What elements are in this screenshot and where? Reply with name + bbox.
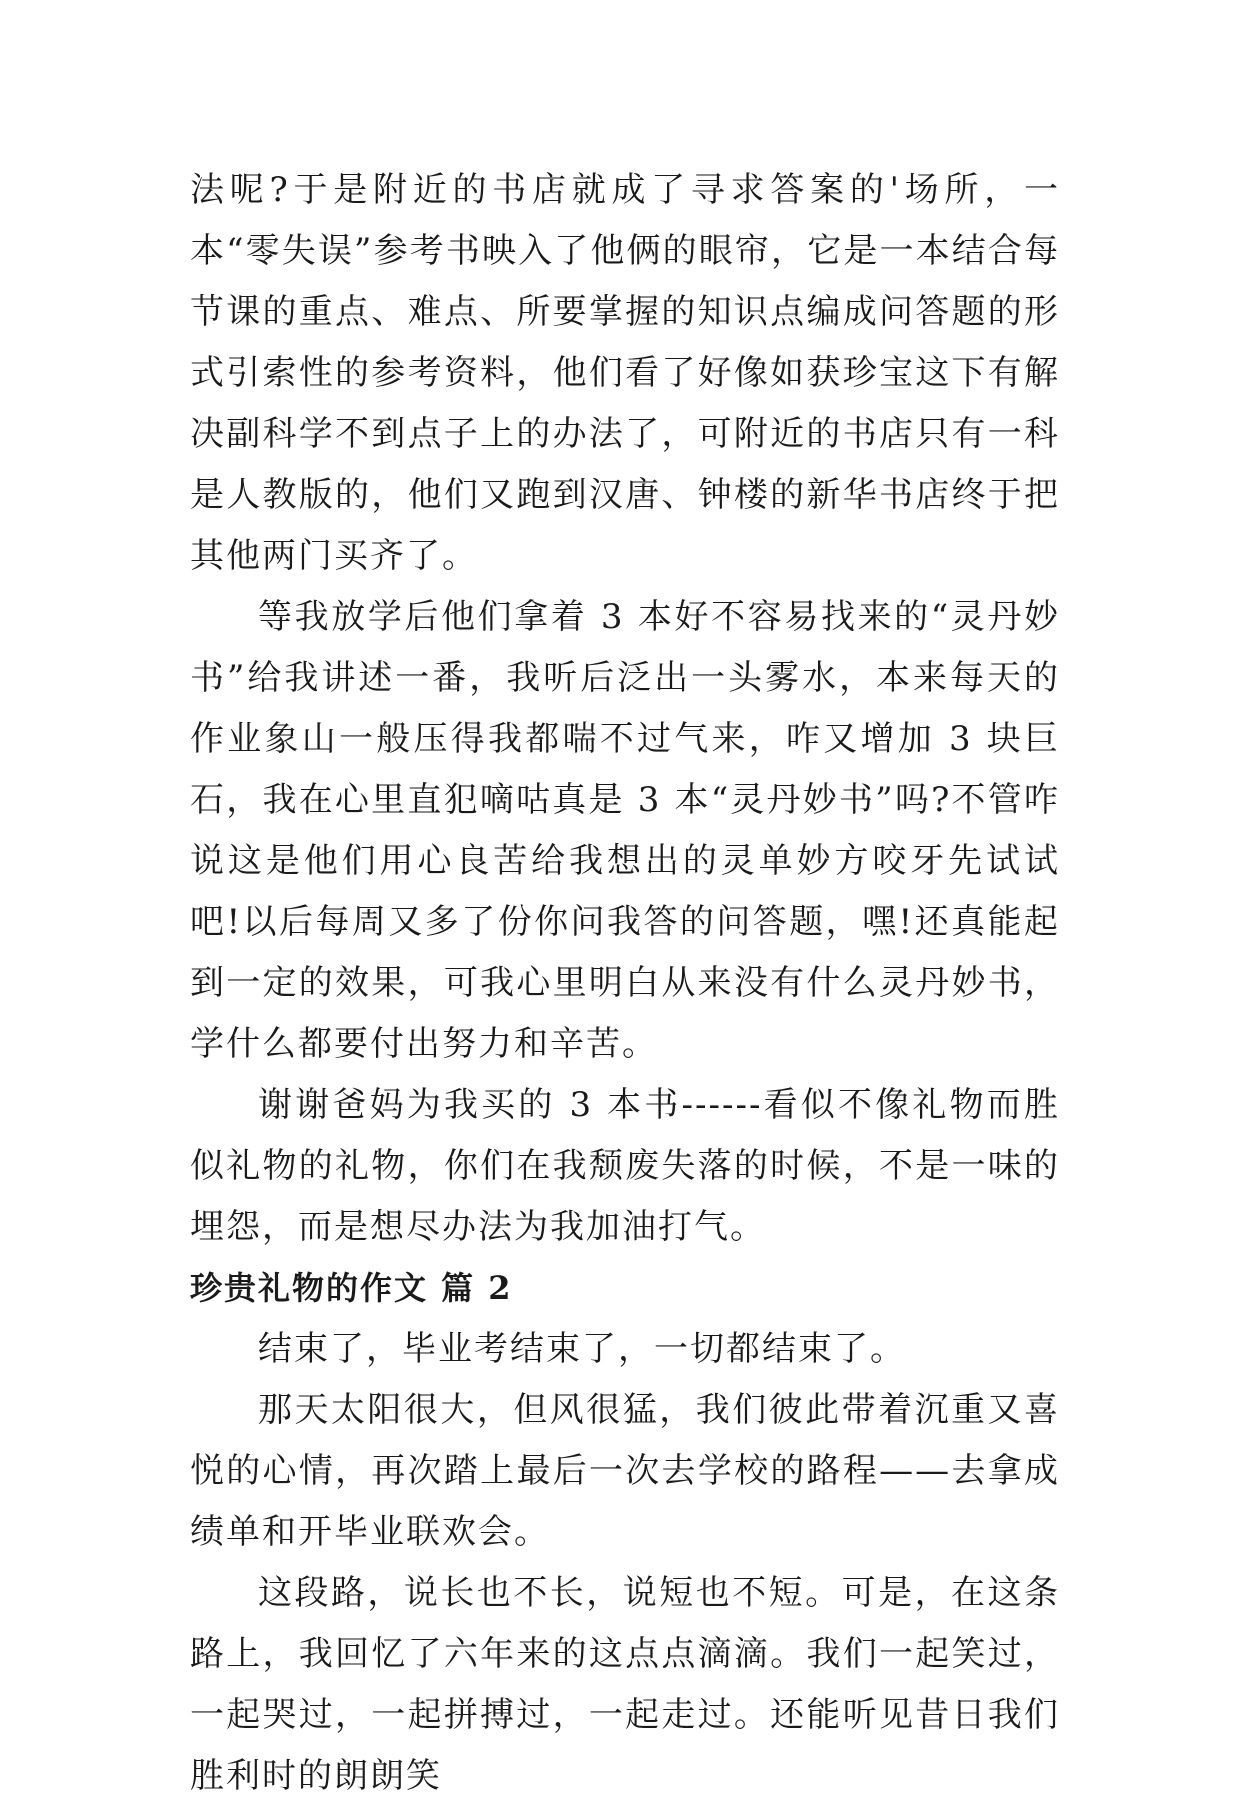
paragraph-thanks-parents: 谢谢爸妈为我买的 3 本书------看似不像礼物而胜似礼物的礼物，你们在我颓废失落的时候，不是一味的埋怨，而是想尽办法为我加油打气。	[190, 1085, 1060, 1247]
paragraph-windy-day: 那天太阳很大，但风很猛，我们彼此带着沉重又喜悦的心情，再次踏上最后一次去学校的路程——去拿成绩单和开毕业联欢会。	[190, 1390, 1060, 1552]
paragraph-exam-over: 结束了，毕业考结束了，一切都结束了。	[258, 1329, 906, 1369]
section-heading: 珍贵礼物的作文 篇 2	[190, 1269, 513, 1307]
paragraph-reference-books: 等我放学后他们拿着 3 本好不容易找来的“灵丹妙书”给我讲述一番，我听后泛出一头雾水，本来每天的作业象山一般压得我都喘不过气来，咋又增加 3 块巨石，我在心里直犯嘀咕真是 3 本“灵丹妙书”吗?不管咋说这是他们用心良苦给我想出的灵单妙方咬牙先试试吧!以后每周又多了份你问我答的问答题，嘿!还真能起到一定的效果，可我心里明白从来没有什么灵丹妙书，学什么都要付出努力和辛苦。	[190, 597, 1060, 1064]
document-body	[190, 160, 1060, 1807]
paragraph-continued: 法呢?于是附近的书店就成了寻求答案的'场所，一本“零失误”参考书映入了他俩的眼帘，它是一本结合每节课的重点、难点、所要掌握的知识点编成问答题的形式引索性的参考资料，他们看了好像如获珍宝这下有解决副科学不到点子上的办法了，可附近的书店只有一科是人教版的，他们又跑到汉唐、钟楼的新华书店终于把其他两门买齐了。	[190, 170, 1060, 576]
paragraph-memories: 这段路，说长也不长，说短也不短。可是，在这条路上，我回忆了六年来的这点点滴滴。我们一起笑过，一起哭过，一起拼搏过，一起走过。还能听见昔日我们胜利时的朗朗笑	[190, 1573, 1060, 1796]
